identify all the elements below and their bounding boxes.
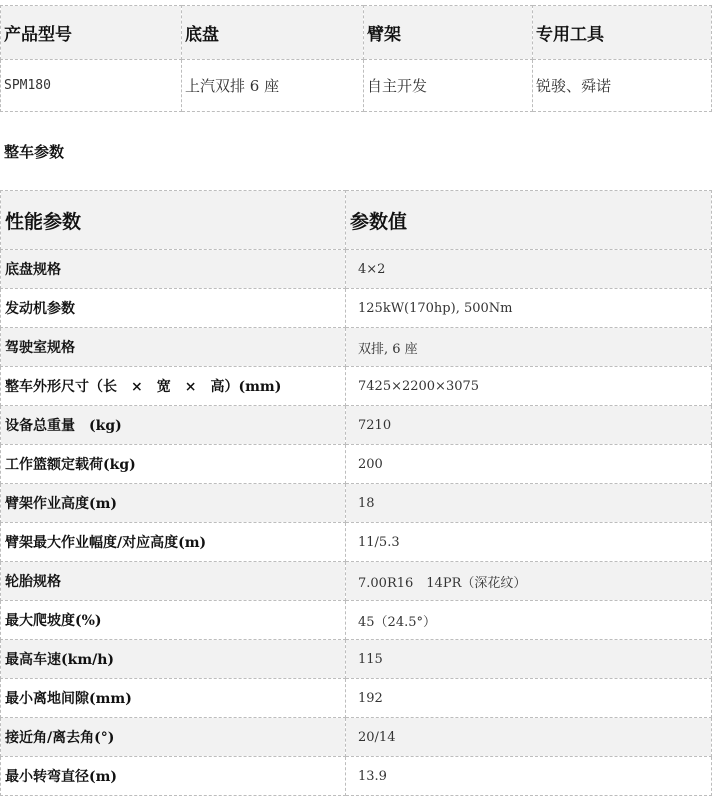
table-row [1, 328, 712, 367]
param-table [0, 190, 712, 796]
table-row [1, 679, 712, 718]
table-row [1, 250, 712, 289]
cell-boom: 自主开发 [364, 60, 533, 112]
param-value: 125kW(170hp), 500Nm [346, 289, 712, 328]
table-row [1, 445, 712, 484]
param-value: 7.00R16 14PR（深花纹） [346, 562, 712, 601]
param-label: 整车外形尺寸（长 × 宽 × 高）(mm) [1, 367, 346, 406]
param-label: 底盘规格 [1, 250, 346, 289]
table-row [1, 367, 712, 406]
table-row [1, 562, 712, 601]
param-value: 20/14 [346, 718, 712, 757]
table-row [1, 640, 712, 679]
param-value: 45（24.5°） [346, 601, 712, 640]
section-title: 整车参数 [4, 143, 65, 161]
cell-product-model: SPM180 [1, 60, 182, 112]
param-value: 双排, 6 座 [346, 328, 712, 367]
table-row [1, 718, 712, 757]
param-value: 192 [346, 679, 712, 718]
product-table-header-row [1, 6, 712, 60]
table-row [1, 406, 712, 445]
cell-special-tools: 锐骏、舜诺 [533, 60, 712, 112]
param-value: 4×2 [346, 250, 712, 289]
param-value: 115 [346, 640, 712, 679]
table-row [1, 757, 712, 796]
param-label: 驾驶室规格 [1, 328, 346, 367]
header-product-model: 产品型号 [1, 6, 182, 60]
product-table [0, 5, 712, 112]
header-special-tools: 专用工具 [533, 6, 712, 60]
param-value: 11/5.3 [346, 523, 712, 562]
header-performance-param: 性能参数 [1, 191, 346, 250]
param-value: 200 [346, 445, 712, 484]
param-label: 最小转弯直径(m) [1, 757, 346, 796]
param-value: 7210 [346, 406, 712, 445]
param-label: 臂架作业高度(m) [1, 484, 346, 523]
param-value: 18 [346, 484, 712, 523]
header-chassis: 底盘 [182, 6, 364, 60]
param-label: 设备总重量 (kg) [1, 406, 346, 445]
param-table-header-row [1, 191, 712, 250]
table-row [1, 601, 712, 640]
table-row [1, 523, 712, 562]
table-row [1, 484, 712, 523]
table-row [1, 289, 712, 328]
param-label: 工作篮额定载荷(kg) [1, 445, 346, 484]
param-label: 最小离地间隙(mm) [1, 679, 346, 718]
param-value: 13.9 [346, 757, 712, 796]
header-param-value: 参数值 [346, 191, 712, 250]
param-label: 发动机参数 [1, 289, 346, 328]
cell-chassis: 上汽双排 6 座 [182, 60, 364, 112]
param-label: 最大爬坡度(%) [1, 601, 346, 640]
param-label: 最高车速(km/h) [1, 640, 346, 679]
param-value: 7425×2200×3075 [346, 367, 712, 406]
param-label: 接近角/离去角(°) [1, 718, 346, 757]
header-boom: 臂架 [364, 6, 533, 60]
param-label: 轮胎规格 [1, 562, 346, 601]
product-table-row [1, 60, 712, 112]
param-label: 臂架最大作业幅度/对应高度(m) [1, 523, 346, 562]
